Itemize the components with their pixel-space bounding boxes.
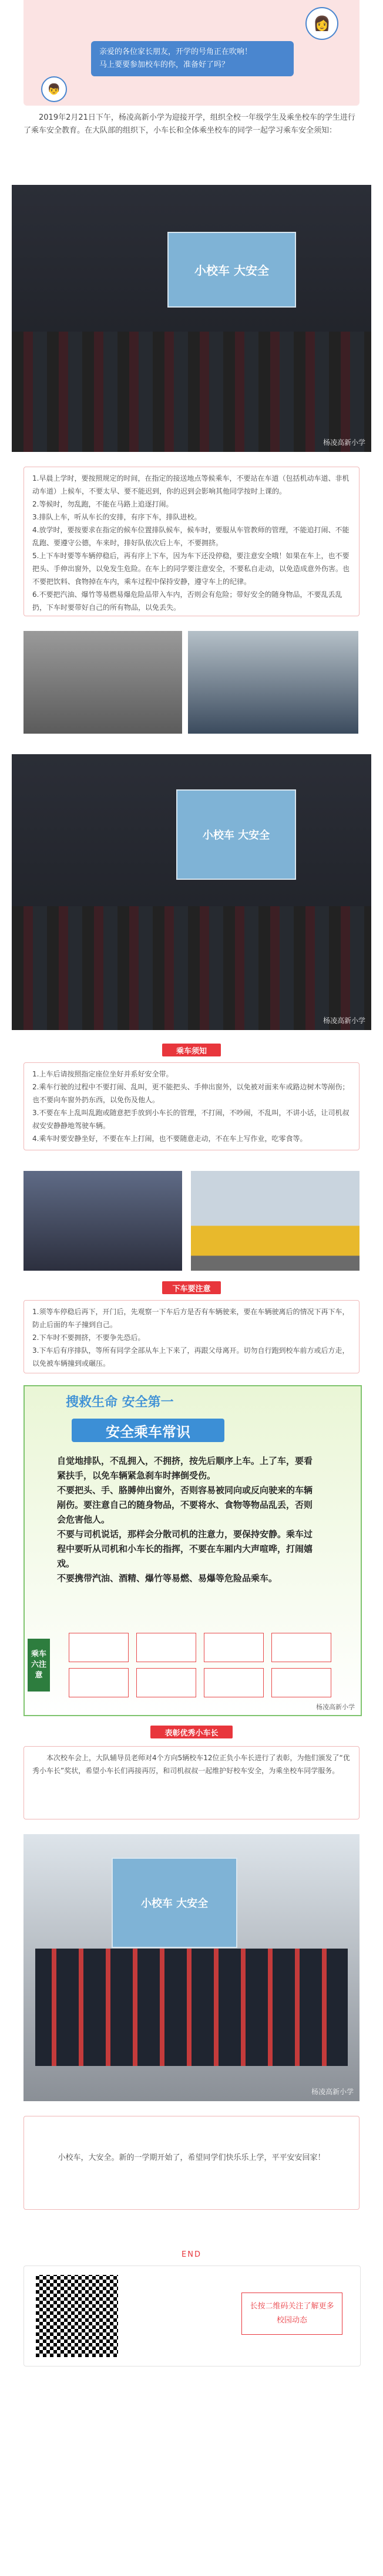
boarding-rule: 6.不要把汽油、爆竹等易燃易爆危险品带入车内，否则会有危险；带好安全的随身物品，不要乱丢乱扔，下车时要带好自己的所有物品，以免丢失。 (32, 590, 342, 612)
students-crowd (12, 906, 371, 1031)
boarding-rule: 3.排队上车，听从车长的安排，有序下车，排队进校。 (32, 513, 201, 521)
school-bus-photo (191, 1171, 360, 1271)
header-question-line2: 马上要要参加校车的你，准备好了吗？ (99, 60, 230, 69)
poster-illustration (204, 1668, 264, 1697)
photo-watermark: 杨凌高新小学 (322, 438, 365, 447)
boarding-rule: 4.放学时，要按要求在指定的候车位置排队候车，候车时，要服从车管教师的管理，不能追打闹、不能乱跑、要遵守公德，车来时，排好队依次后上车，不要拥挤。 (32, 526, 350, 547)
classroom-photo-2 (12, 754, 371, 1030)
qr-caption: 长按二维码关注了解更多校园动态 (241, 2293, 342, 2335)
poster-illustration (136, 1633, 196, 1662)
poster-illustration (69, 1633, 129, 1662)
poster-rules (57, 1454, 315, 1586)
end-divider (133, 2248, 250, 2259)
closing-box (23, 2116, 360, 2210)
class-photo-left (23, 631, 182, 734)
students-crowd (12, 332, 371, 452)
riding-rule: 1.上车后请按照指定座位坐好并系好安全带。 (32, 1070, 173, 1078)
riding-rule: 2.乘车行驶的过程中不要打闹、乱叫，更不能把头、手伸出窗外，以免被对面来车或路边树木等剐伤；也不要向车窗外扔东西，以免伤及他人。 (32, 1083, 350, 1104)
poster-illustration (136, 1668, 196, 1697)
projector-screen: 小校车 大安全 (112, 1858, 237, 1948)
riding-rule: 3.不要在车上乱叫乱跑或随意把手放到小车长的管理，不打闹，不吵闹，不乱叫，不讲小话，让司机叔叔安安静静地驾驶车辆。 (32, 1109, 350, 1130)
photo-watermark: 杨凌高新小学 (322, 1017, 365, 1025)
poster-rule: 不要与司机说话，那样会分散司机的注意力，要保持安静。乘车过程中要听从司机和小车长的指挥，不要在车厢内大声喧哗，打闹嬉戏。 (57, 1529, 313, 1569)
alighting-rule: 3.下车后有序排队，等所有同学全部从车上下来了，再跟父母离开。切勿自行跑到校车前方或后方走，以免被车辆撞到或碾压。 (32, 1346, 350, 1368)
header-question (91, 41, 294, 76)
poster-slogan: 搜救生命 安全第一 (66, 1395, 174, 1410)
poster-watermark: 杨凌高新小学 (316, 1703, 355, 1711)
intro-paragraph: 2019年2月21日下午，杨凌高新小学为迎接开学，组织全校一年级学生及乘坐校车的学生进行了乘车安全教育。在大队部的组织下，小车长和全体乘坐校车的同学一起学习乘车安全须知： (23, 113, 355, 135)
photo-watermark: 杨凌高新小学 (311, 2088, 354, 2096)
poster-illustration (69, 1668, 129, 1697)
poster-illustration (271, 1668, 331, 1697)
boarding-rule: 1.早晨上学时，要按照规定的时间，在指定的接送地点等候乘车，不要站在车道（包括机动车道、非机动车道）上候车，不要太早、要不能迟到，你的迟到会影响其他同学按时上课的。 (32, 474, 350, 495)
award-text: 本次校车会上，大队辅导员老师对4个方向5辆校车12位正负小车长进行了表彰，为他们颁发了“优秀小车长”奖状，希望小车长们再接再厉，和司机叔叔一起维护好校车安全，为乘坐校车同学服务。 (32, 1754, 350, 1775)
boarding-rules-box (23, 467, 360, 616)
student-lineup (35, 1949, 348, 2066)
poster-banner: 安全乘车常识 (72, 1419, 224, 1442)
boarding-rule: 2.等候时，勿乱跑，不能在马路上追逐打闹。 (32, 500, 173, 508)
safety-poster (23, 1385, 362, 1716)
alighting-rule: 2.下车时不要拥挤，不要争先恐后。 (32, 1333, 145, 1342)
qr-code[interactable] (36, 2275, 118, 2357)
end-label: END (182, 2250, 201, 2259)
poster-side-label: 乘车六注意 (28, 1639, 50, 1692)
section-label-award: 表彰优秀小车长 (150, 1726, 233, 1738)
alighting-rule: 1.须等车停稳后再下，开门后，先观察一下车后方是否有车辆驶来，要在车辆驶离后的情况下再下车，防止后面的车子撞到自己。 (32, 1308, 350, 1329)
riding-rules-box (23, 1062, 360, 1150)
alighting-rules-box (23, 1300, 360, 1373)
boarding-rule: 5.上下车时要等车辆停稳后，再有序上下车，因为车下还没停稳，要注意安全哦！如果在车上，也不要把头、手伸出窗外，以免发生危险。在车上的同学要注意安全，不要私自走动，以免造成意外伤害。也不要把饮料、食物掉在车内，乘车过程中保持安静，遵守车上的纪律。 (32, 552, 350, 586)
closing-text: 小校车，大安全。新的一学期开始了，希望同学们快乐乐上学，平平安安回家！ (58, 2153, 325, 2162)
student-avatar-icon: 👦 (41, 76, 67, 102)
footer-box (23, 2266, 361, 2366)
section-label-alighting: 下车要注意 (162, 1281, 221, 1294)
riding-rule: 4.乘车时要安静坐好，不要在车上打闹，也不要随意走动，不在车上写作业，吃零食等。 (32, 1135, 307, 1143)
bus-interior-photo (23, 1171, 182, 1271)
header-question-line1: 亲爱的各位家长朋友，开学的号角正在吹响！ (99, 48, 253, 56)
poster-rule: 自觉地排队，不乱拥入，不拥挤，按先后顺序上车。上了车，要看紧扶手，以免车辆紧急刹车时摔倒受伤。 (57, 1456, 313, 1481)
poster-rule: 不要携带汽油、酒精、爆竹等易燃、易爆等危险品乘车。 (57, 1573, 278, 1584)
projector-screen: 小校车 大安全 (167, 232, 296, 308)
class-photo-right (188, 631, 358, 734)
poster-illustration (271, 1633, 331, 1662)
teacher-avatar-icon: 👩 (305, 7, 338, 40)
classroom-photo-1 (12, 185, 371, 452)
award-photo (23, 1834, 360, 2101)
section-label-riding: 乘车须知 (162, 1044, 221, 1056)
award-box (23, 1746, 360, 1819)
projector-screen: 小校车 大安全 (176, 789, 296, 880)
poster-rule: 不要把头、手、胳膊伸出窗外，否则容易被同向或反向驶来的车辆剐伤。要注意自己的随身物品，不要将水、食物等物品乱丢，否则会危害他人。 (57, 1485, 313, 1525)
poster-illustration (204, 1633, 264, 1662)
